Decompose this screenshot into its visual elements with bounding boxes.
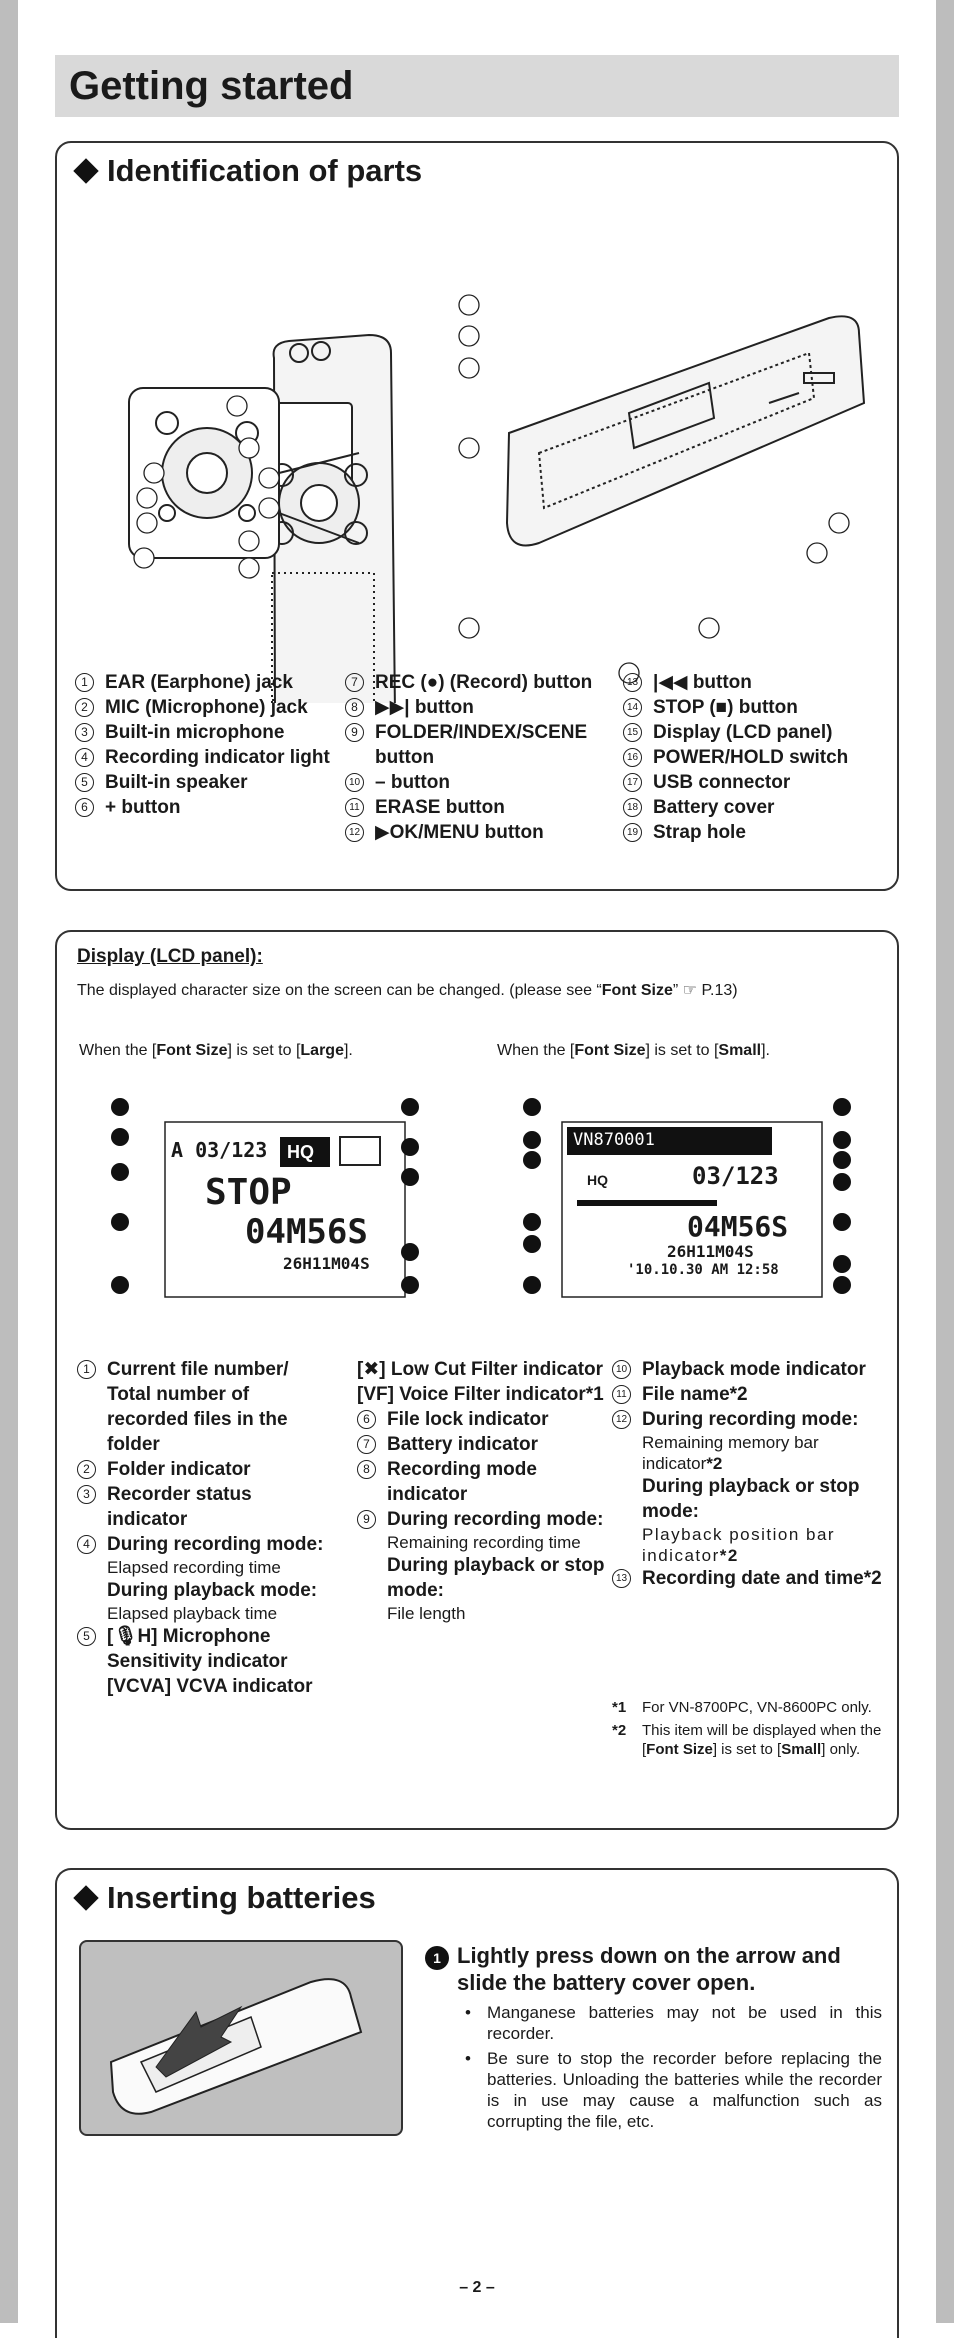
- parts-heading: Identification of parts: [71, 153, 422, 189]
- lcd-large-time: 04M56S: [245, 1212, 368, 1252]
- lcd-small-illustration: [517, 1092, 857, 1312]
- step-number-badge: 1: [425, 1946, 449, 1970]
- batteries-panel: [55, 1868, 899, 2338]
- list-item: 7 Battery indicator: [357, 1432, 607, 1457]
- list-item: 6 + button: [75, 795, 335, 820]
- lcd-small-count: 03/123: [692, 1162, 779, 1190]
- list-item: 5 Built-in speaker: [75, 770, 335, 795]
- parts-list-col1: [75, 670, 335, 820]
- list-item: 9 FOLDER/INDEX/SCENE button: [345, 720, 605, 770]
- lcd-large-illustration: [105, 1092, 425, 1312]
- diamond-bullet-icon: [73, 159, 98, 184]
- parts-panel: [55, 141, 899, 891]
- step-1-title: 1 Lightly press down on the arrow and slide the battery cover open.: [425, 1942, 885, 1996]
- list-item: 8 ▶▶| button: [345, 695, 605, 720]
- list-item: 15 Display (LCD panel): [623, 720, 883, 745]
- battery-cover-diagram: [81, 1942, 401, 2134]
- page-title: Getting started: [55, 55, 899, 117]
- recorder-diagram: [69, 223, 889, 703]
- lcd-small-remain: 26H11M04S: [667, 1242, 754, 1261]
- page-margin-left: [0, 0, 18, 2323]
- list-item: 9 During recording mode: Remaining recording time During playback or stop mode: File length: [357, 1507, 607, 1624]
- list-item: 1 EAR (Earphone) jack: [75, 670, 335, 695]
- lcd-small-date: '10.10.30 AM 12:58: [627, 1262, 779, 1278]
- list-item: 4 During recording mode: Elapsed recording time During playback mode: Elapsed playback time: [77, 1532, 327, 1624]
- list-item: 11 ERASE button: [345, 795, 605, 820]
- page-margin-right: [936, 0, 954, 2323]
- large-font-caption: When the [Font Size] is set to [Large].: [79, 1042, 353, 1059]
- display-intro: The displayed character size on the screen can be changed. (please see “Font Size” ☞ P.13): [77, 982, 738, 999]
- parts-list-col2: [345, 670, 605, 845]
- list-item: 1 Current file number/ Total number of recorded files in the folder: [77, 1357, 327, 1457]
- lcd-small-mode: HQ: [587, 1172, 608, 1188]
- list-item: 6 File lock indicator: [357, 1407, 607, 1432]
- lcd-small-frame: [517, 1092, 857, 1312]
- list-item: 11 File name*2: [612, 1382, 882, 1407]
- list-item: 3 Built-in microphone: [75, 720, 335, 745]
- batteries-heading: Inserting batteries: [71, 1880, 376, 1916]
- list-item: 12 ▶OK/MENU button: [345, 820, 605, 845]
- page-number: – 2 –: [459, 2279, 495, 2296]
- battery-notes: [457, 2002, 882, 2136]
- list-item: 10 Playback mode indicator: [612, 1357, 882, 1382]
- lcd-large-status: STOP: [205, 1172, 292, 1213]
- list-item: 3 Recorder status indicator: [77, 1482, 327, 1532]
- lcd-large-mode: HQ: [287, 1142, 314, 1162]
- list-item: 7 REC (●) (Record) button: [345, 670, 605, 695]
- list-item: 4 Recording indicator light: [75, 745, 335, 770]
- lcd-small-name: VN870001: [573, 1130, 655, 1150]
- display-list-col1: [77, 1357, 327, 1699]
- list-item: • Manganese batteries may not be used in this recorder.: [457, 2002, 882, 2044]
- list-item: 8 Recording mode indicator: [357, 1457, 607, 1507]
- diamond-bullet-icon: [73, 1886, 98, 1911]
- list-item: [VF] Voice Filter indicator*1: [357, 1384, 604, 1405]
- list-item: 2 MIC (Microphone) jack: [75, 695, 335, 720]
- list-item: [✖] Low Cut Filter indicator: [357, 1359, 604, 1380]
- footnote-1: *1 For VN-8700PC, VN-8600PC only.: [612, 1699, 872, 1716]
- list-item: 18 Battery cover: [623, 795, 883, 820]
- display-panel: [55, 930, 899, 1830]
- lcd-small-time: 04M56S: [687, 1210, 789, 1243]
- small-font-caption: When the [Font Size] is set to [Small].: [497, 1042, 770, 1059]
- lcd-large-remain: 26H11M04S: [283, 1254, 370, 1273]
- list-item: 19 Strap hole: [623, 820, 883, 845]
- display-list-col2: [357, 1357, 607, 1624]
- list-item: 16 POWER/HOLD switch: [623, 745, 883, 770]
- footnote-2: *2 This item will be displayed when the [Font Size] is set to [Small] only.: [612, 1722, 882, 1758]
- step-1: [425, 1942, 885, 1996]
- parts-list-col3: [623, 670, 883, 845]
- list-item: 10 – button: [345, 770, 605, 795]
- lcd-large-file: A 03/123: [171, 1138, 268, 1162]
- list-item: • Be sure to stop the recorder before replacing the batteries. Unloading the batteries while the recorder is in use may cause a malfunction such as corrupting the file, etc.: [457, 2048, 882, 2132]
- display-heading: Display (LCD panel):: [77, 946, 263, 967]
- display-list-col3: [612, 1357, 882, 1591]
- list-item: 5 [🎙H] Microphone Sensitivity indicator [VCVA] VCVA indicator: [77, 1624, 327, 1699]
- list-item: 17 USB connector: [623, 770, 883, 795]
- list-item: 2 Folder indicator: [77, 1457, 327, 1482]
- list-item: 12 During recording mode: Remaining memory bar indicator*2 During playback or stop mode: Playback position bar indicator*2: [612, 1407, 882, 1566]
- list-item: 13 Recording date and time*2: [612, 1566, 882, 1591]
- list-item: 14 STOP (■) button: [623, 695, 883, 720]
- footnotes: [612, 1698, 882, 1759]
- battery-illustration: [79, 1940, 403, 2136]
- list-item: 13 |◀◀ button: [623, 670, 883, 695]
